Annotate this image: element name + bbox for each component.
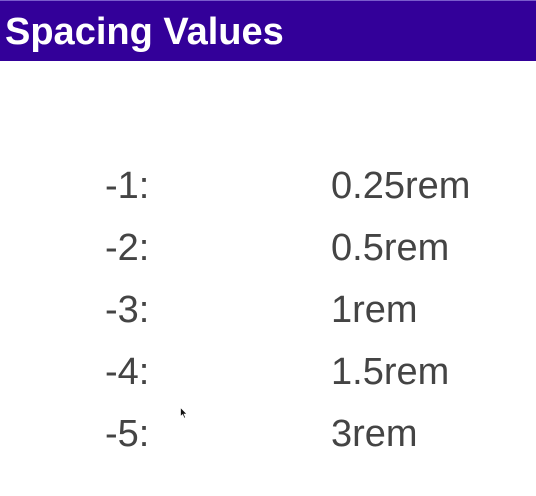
spacing-value: 1rem: [331, 289, 418, 331]
page-title: Spacing Values: [5, 11, 284, 53]
spacing-row: [0, 163, 536, 225]
spacing-value: 0.25rem: [331, 165, 471, 207]
spacing-key: -1:: [105, 165, 150, 207]
spacing-row: [0, 287, 536, 349]
mouse-pointer-icon: [180, 407, 188, 419]
spacing-key: -3:: [105, 289, 150, 331]
spacing-row: [0, 349, 536, 411]
spacing-key: -5:: [105, 413, 150, 455]
spacing-row: [0, 411, 536, 473]
spacing-value: 1.5rem: [331, 351, 450, 393]
spacing-key: -4:: [105, 351, 150, 393]
spacing-value: 0.5rem: [331, 227, 450, 269]
spacing-row: [0, 225, 536, 287]
spacing-key: -2:: [105, 227, 150, 269]
spacing-value: 3rem: [331, 413, 418, 455]
